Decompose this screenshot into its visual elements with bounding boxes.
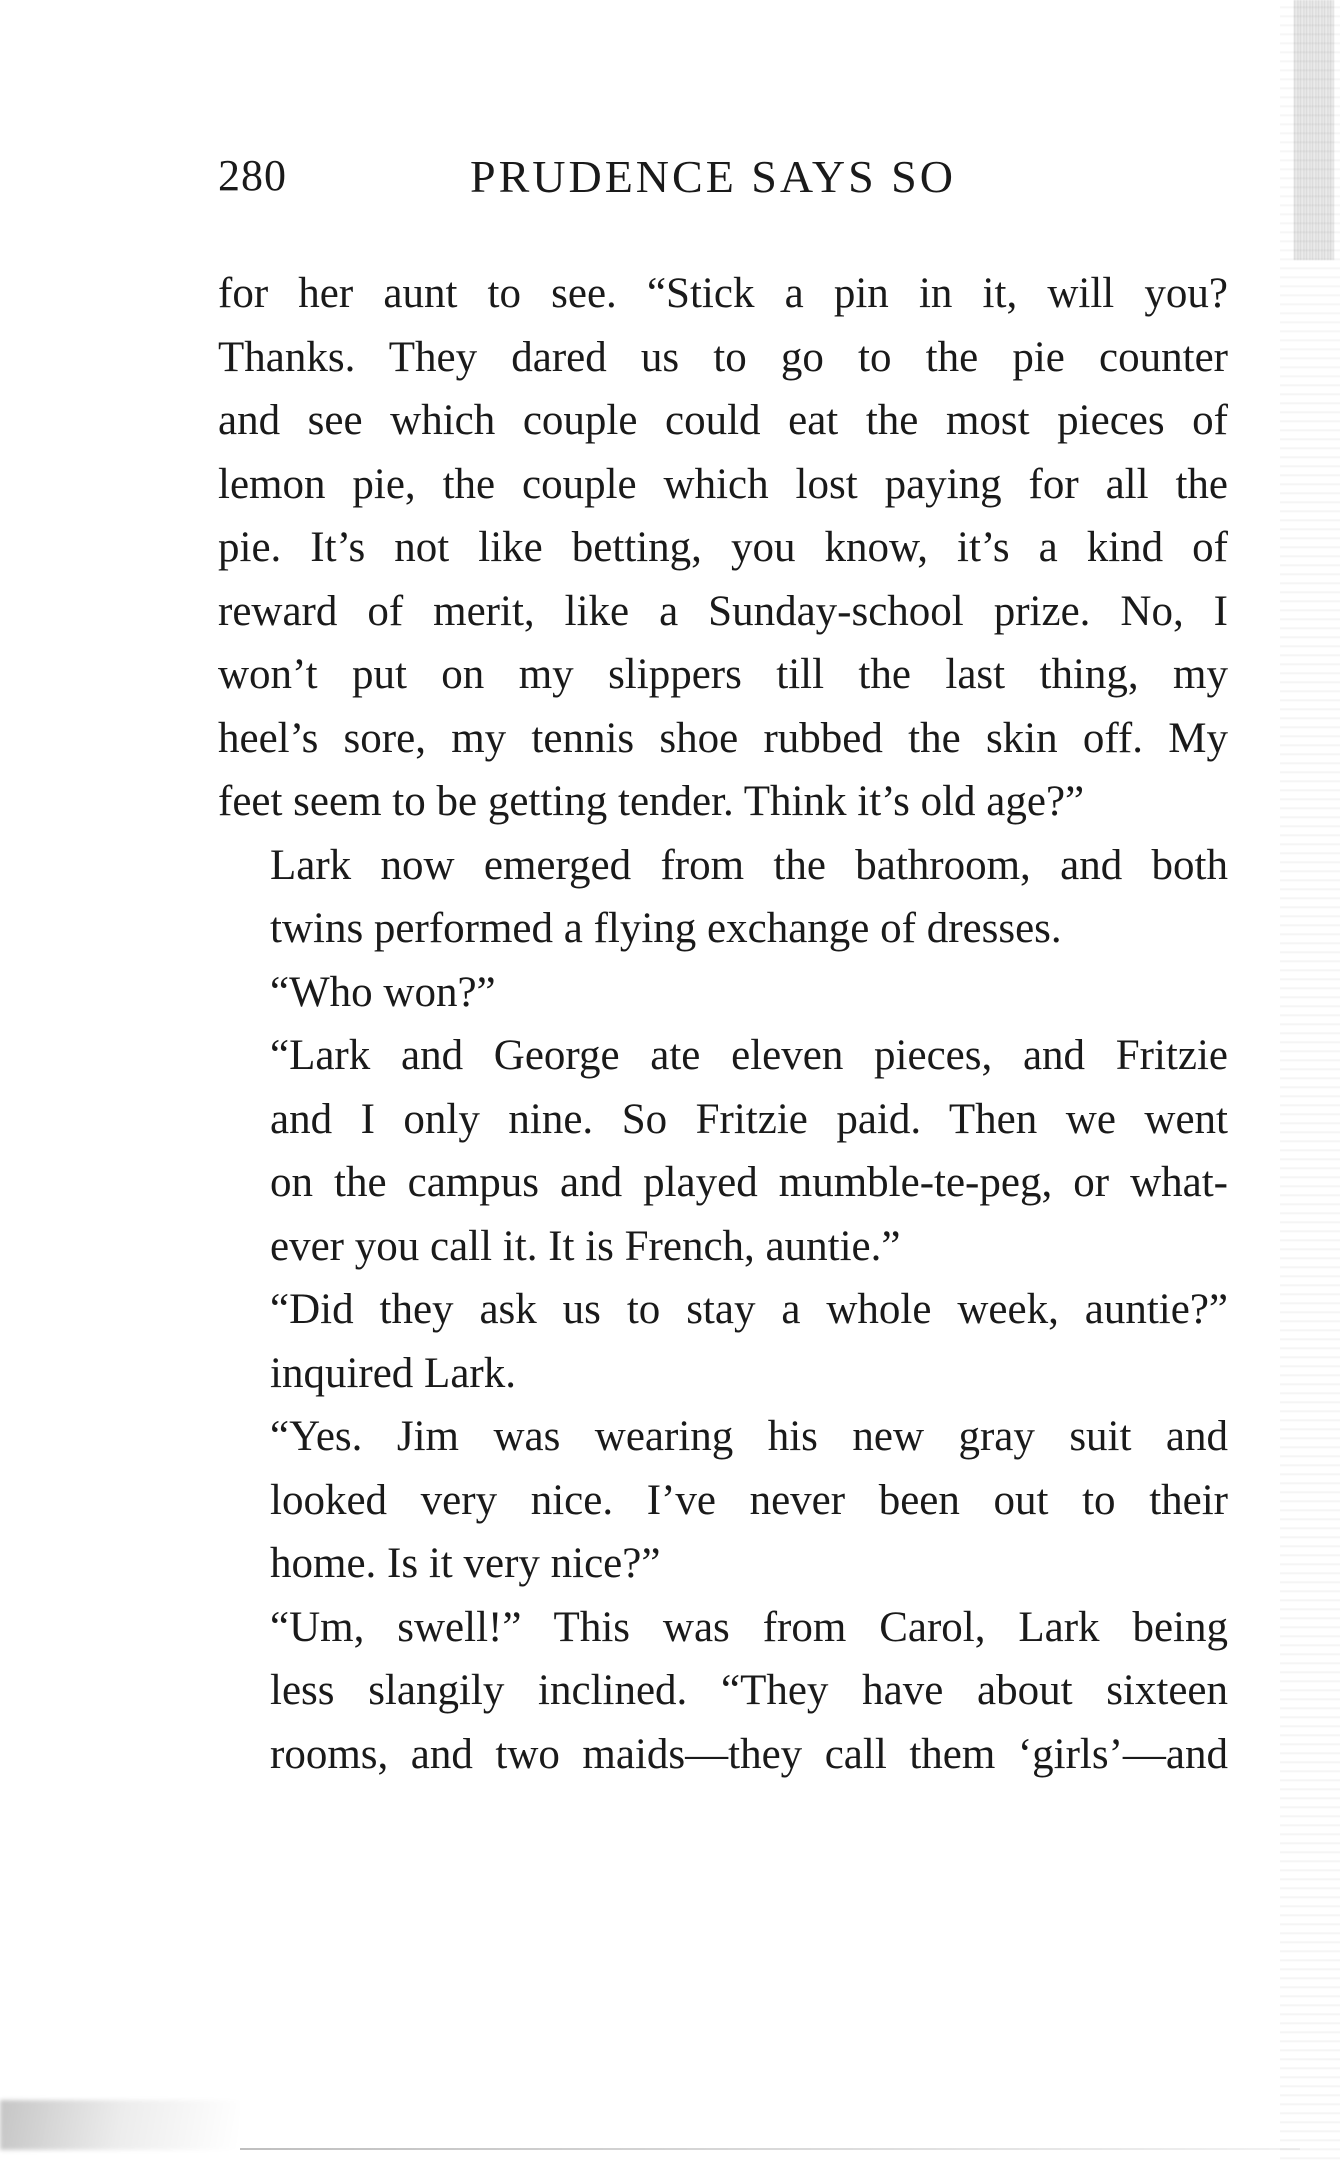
- text-line: “Did they ask us to stay a whole week, auntie?”: [270, 1286, 1228, 1333]
- text-line: on the campus and played mumble-te-peg, or what-: [270, 1159, 1228, 1206]
- scan-edge-right: [1280, 0, 1340, 2164]
- text-line: ever you call it. It is French, auntie.”: [270, 1222, 901, 1270]
- text-line: “Lark and George ate eleven pieces, and Fritzie: [270, 1032, 1228, 1079]
- paragraph: [218, 262, 1228, 834]
- text-line: Thanks. They dared us to go to the pie counter: [218, 333, 1228, 381]
- text-line: reward of merit, like a Sunday-school prize. No, I: [218, 587, 1228, 635]
- paragraph: [218, 961, 1228, 1025]
- paragraph: [218, 1405, 1228, 1596]
- text-line: for her aunt to see. “Stick a pin in it, will you?: [218, 270, 1228, 317]
- paragraph: [218, 1596, 1228, 1787]
- text-line: won’t put on my slippers till the last thing, my: [218, 651, 1228, 698]
- text-line: looked very nice. I’ve never been out to their: [270, 1476, 1228, 1524]
- text-line: and I only nine. So Fritzie paid. Then we went: [270, 1095, 1228, 1143]
- text-line: rooms, and two maids—they call them ‘girls’—and: [270, 1730, 1228, 1778]
- body-text: [218, 262, 1228, 1786]
- paragraph: [218, 1278, 1228, 1405]
- text-line: twins performed a flying exchange of dresses.: [270, 905, 1062, 952]
- text-line: less slangily inclined. “They have about sixteen: [270, 1667, 1228, 1714]
- text-line: “Um, swell!” This was from Carol, Lark being: [270, 1603, 1228, 1651]
- paragraph: [218, 834, 1228, 961]
- page-number: 280: [218, 151, 287, 200]
- text-line: pie. It’s not like betting, you know, it’s a kind of: [218, 524, 1228, 571]
- text-line: heel’s sore, my tennis shoe rubbed the skin off. My: [218, 714, 1228, 762]
- text-line: and see which couple could eat the most pieces of: [218, 397, 1228, 444]
- text-line: “Yes. Jim was wearing his new gray suit and: [270, 1413, 1228, 1460]
- text-line: home. Is it very nice?”: [270, 1540, 661, 1587]
- paragraph: [218, 1024, 1228, 1278]
- scan-edge-bottom: [240, 2148, 1300, 2150]
- scan-shadow-bottom-left: [0, 2100, 240, 2150]
- text-line: inquired Lark.: [270, 1349, 516, 1397]
- text-line: lemon pie, the couple which lost paying for all the: [218, 460, 1228, 508]
- page-header: [218, 150, 1228, 210]
- text-line: Lark now emerged from the bathroom, and both: [270, 841, 1228, 889]
- text-line: “Who won?”: [270, 968, 496, 1016]
- running-head: PRUDENCE SAYS SO: [470, 151, 956, 202]
- text-line: feet seem to be getting tender. Think it’s old age?”: [218, 778, 1085, 825]
